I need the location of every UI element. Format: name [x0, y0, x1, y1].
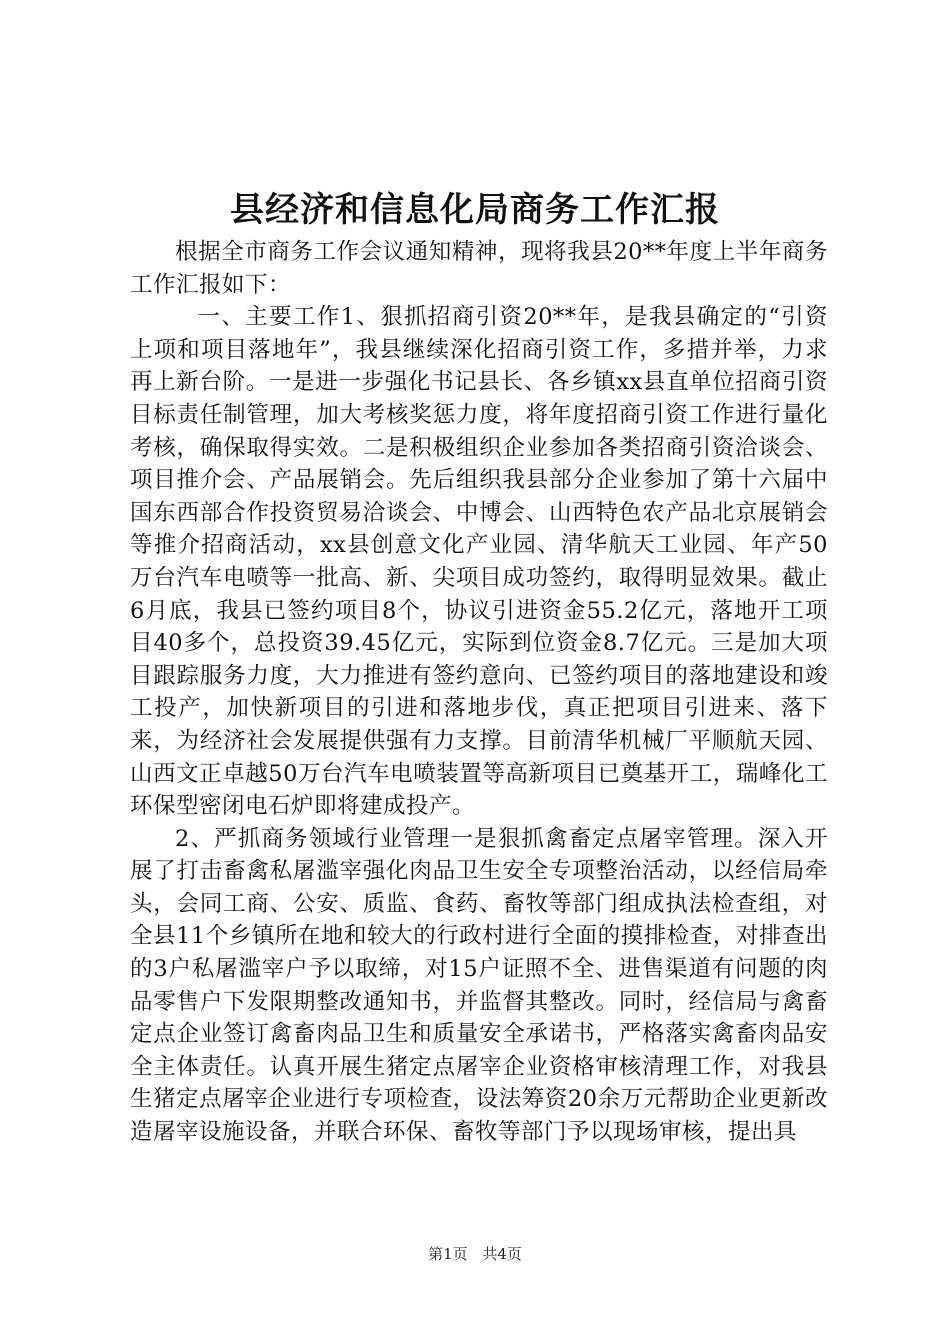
document-body [130, 236, 828, 1149]
paragraph-main-work: 一、主要工作1、狠抓招商引资20**年，是我县确定的“引资上项和项目落地年”，我县继续深化招商引资工作，多措并举，力求再上新台阶。一是进一步强化书记县长、各乡镇xx县直单位招商引资目标责任制管理，加大考核奖惩力度，将年度招商引资工作进行量化考核，确保取得实效。二是积极组织企业参加各类招商引资洽谈会、项目推介会、产品展销会。先后组织我县部分企业参加了第十六届中国东西部合作投资贸易洽谈会、中博会、山西特色农产品北京展销会等推介招商活动，xx县创意文化产业园、清华航天工业园、年产50万台汽车电喷等一批高、新、尖项目成功签约，取得明显效果。截止6月底，我县已签约项目8个，协议引进资金55.2亿元，落地开工项目40多个，总投资39.45亿元，实际到位资金8.7亿元。三是加大项目跟踪服务力度，大力推进有签约意向、已签约项目的落地建设和竣工投产，加快新项目的引进和落地步伐，真正把项目引进来、落下来，为经济社会发展提供强有力支撑。目前清华机械厂平顺航天园、山西文正卓越50万台汽车电喷装置等高新项目已奠基开工，瑞峰化工环保型密闭电石炉即将建成投产。 [130, 304, 828, 820]
page-total: 共4页 [482, 1245, 522, 1263]
document-title: 县经济和信息化局商务工作汇报 [230, 190, 720, 230]
paragraph-industry-management: 2、严抓商务领域行业管理一是狠抓禽畜定点屠宰管理。深入开展了打击畜禽私屠滥宰强化肉品卫生安全专项整治活动，以经信局牵头，会同工商、公安、质监、食药、畜牧等部门组成执法检查组，对全县11个乡镇所在地和较大的行政村进行全面的摸排检查，对排查出的3户私屠滥宰户予以取缔，对15户证照不全、进售渠道有问题的肉品零售户下发限期整改通知书，并监督其整改。同时，经信局与禽畜定点企业签订禽畜肉品卫生和质量安全承诺书，严格落实禽畜肉品安全主体责任。认真开展生猪定点屠宰企业资格审核清理工作，对我县生猪定点屠宰企业进行专项检查，设法筹资20余万元帮助企业更新改造屠宰设施设备，并联合环保、畜牧等部门予以现场审核，提出具 [130, 825, 828, 1146]
page-number: 第1页 [428, 1245, 468, 1263]
page-footer [0, 1244, 950, 1264]
paragraph-intro: 根据全市商务工作会议通知精神，现将我县20**年度上半年商务工作汇报如下： [130, 239, 828, 298]
